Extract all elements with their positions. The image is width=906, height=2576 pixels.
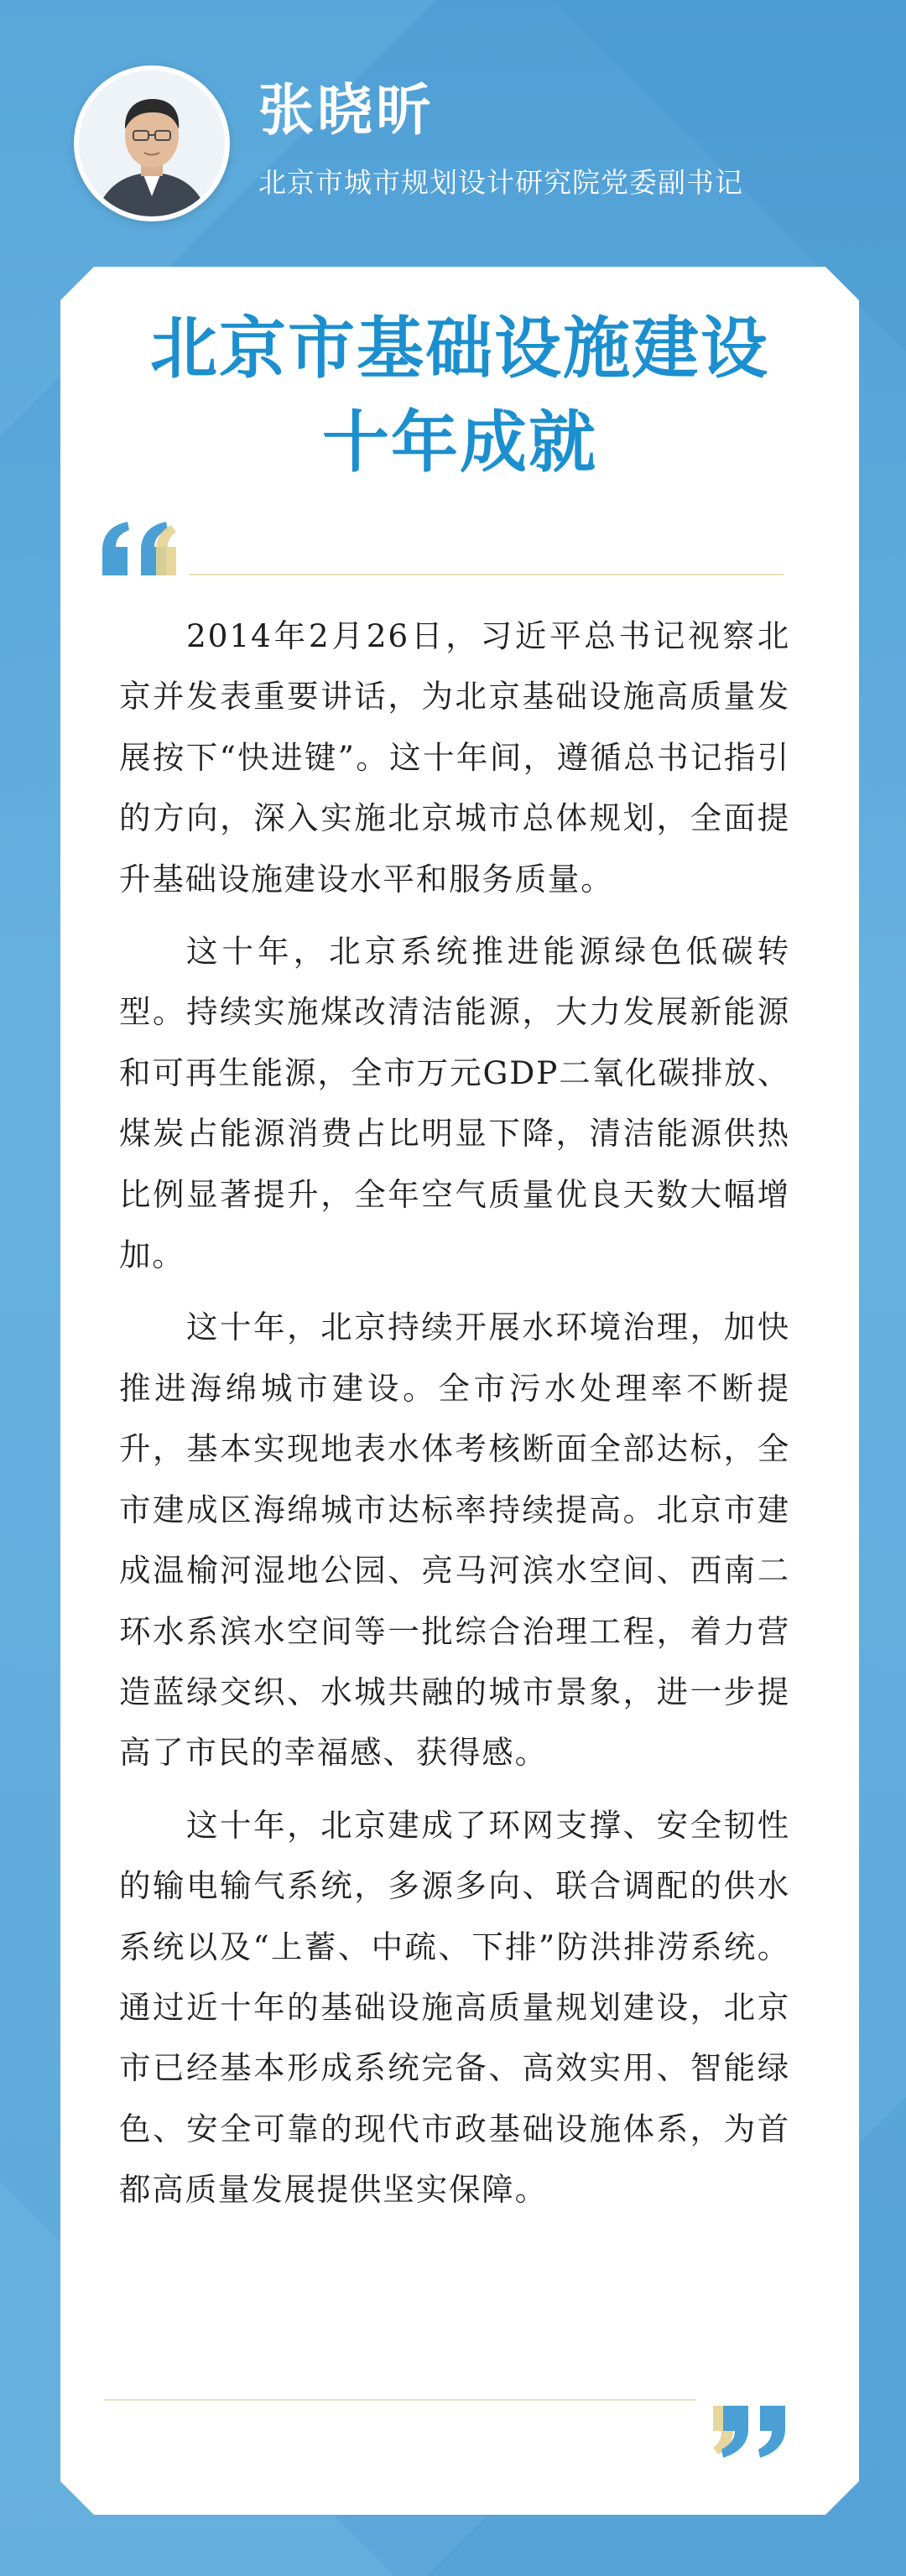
top-divider (190, 574, 784, 575)
bottom-divider (104, 2399, 696, 2401)
paragraph-2: 这十年，北京系统推进能源绿色低碳转型。持续实施煤改清洁能源，大力发展新能源和可再生能源，全市万元GDP二氧化碳排放、煤炭占能源消费占比明显下降，清洁能源供热比例显著提升，全年空气质量优良天数大幅增加。 (119, 933, 790, 1274)
author-title: 北京市城市规划设计研究院党委副书记 (258, 166, 743, 199)
person-portrait-icon (79, 70, 225, 216)
paragraph-1: 2014年2月26日，习近平总书记视察北京并发表重要讲话，为北京基础设施高质量发展按下“快进键”。这十年间，遵循总书记指引的方向，深入实施北京城市总体规划，全面提升基础设施建设水平和服务质量。 (119, 617, 790, 898)
headline-line-1: 北京市基础设施建设 (150, 310, 769, 388)
article-headline (60, 302, 859, 490)
author-name: 张晓昕 (258, 78, 435, 143)
paragraph-3: 这十年，北京持续开展水环境治理，加快推进海绵城市建设。全市污水处理率不断提升，基本实现地表水体考核断面全部达标，全市建成区海绵城市达标率持续提高。北京市建成温榆河湿地公园、亮马河滨水空间、西南二环水系滨水空间等一批综合治理工程，着力营造蓝绿交织、水城共融的城市景象，进一步提高了市民的幸福感、获得感。 (119, 1309, 790, 1772)
author-avatar (74, 65, 230, 221)
close-quote-icon (710, 2402, 790, 2461)
paragraph-4: 这十年，北京建成了环网支撑、安全韧性的输电输气系统，多源多向、联合调配的供水系统以及“上蓄、中疏、下排”防洪排涝系统。通过近十年的基础设施高质量规划建设，北京市已经基本形成系统完备、高效实用、智能绿色、安全可靠的现代市政基础设施体系，为首都高质量发展提供坚实保障。 (119, 1806, 790, 2209)
headline-line-2: 十年成就 (322, 403, 597, 481)
open-quote-icon (99, 520, 180, 579)
article-body (119, 606, 790, 2232)
